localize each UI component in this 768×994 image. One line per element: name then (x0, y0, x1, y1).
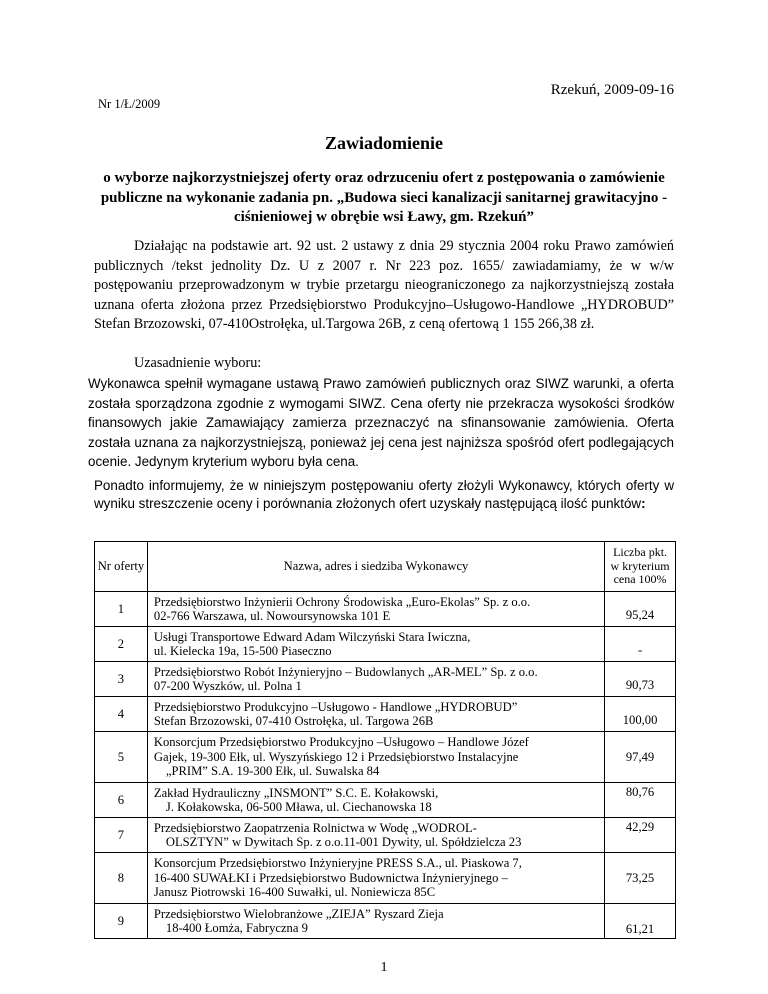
contractor-line: Gajek, 19-300 Ełk, ul. Wyszyńskiego 12 i Przedsiębiorstwo Instalacyjne (153, 749, 519, 764)
contractor-line: „PRIM” S.A. 19-300 Ełk, ul. Suwalska 84 (165, 764, 380, 779)
document-title: Zawiadomienie (324, 133, 443, 153)
contractor-line: Usługi Transportowe Edward Adam Wilczyński Stara Iwiczna, (153, 629, 471, 644)
offer-number: 5 (95, 732, 148, 783)
paragraph-offers-intro (94, 477, 674, 513)
contractor-cell (147, 627, 604, 662)
page-number: 1 (380, 960, 388, 975)
table-row (95, 818, 676, 853)
offers-table (94, 541, 676, 939)
table-row (95, 783, 676, 818)
offer-points: 97,49 (605, 732, 676, 783)
offer-number: 7 (95, 818, 148, 853)
header-contractor-name: Nazwa, adres i siedziba Wykonawcy (147, 542, 604, 592)
contractor-line: Przedsiębiorstwo Robót Inżynieryjno – Budowlanych „AR-MEL” Sp. z o.o. (153, 664, 538, 679)
header-points-line1: Liczba pkt. (613, 545, 668, 560)
offer-points: 61,21 (605, 904, 676, 939)
contractor-line: Konsorcjum Przedsiębiorstwo Produkcyjno –Usługowo – Handlowe Józef (153, 735, 529, 750)
contractor-line: 16-400 SUWAŁKI i Przedsiębiorstwo Budownictwa Inżynieryjnego – (153, 870, 508, 885)
contractor-line: Zakład Hydrauliczny „INSMONT” S.C. E. Kołakowski, (153, 785, 439, 800)
table-row (95, 732, 676, 783)
contractor-line: 02-766 Warszawa, ul. Nowoursynowska 101 E (153, 609, 391, 623)
paragraph-decision: Działając na podstawie art. 92 ust. 2 ustawy z dnia 29 stycznia 2004 roku Prawo zamówień publicznych /tekst jednolity Dz. U z 2007 r. Nr 223 poz. 1655/ zawiadamiamy, że w w/w postępowaniu przeprowadzonym w trybie przetargu nieograniczonego za najkorzystniejszą została uznana oferta złożona przez Przedsiębiorstwo Produkcyjno–Usługowo-Handlowe „HYDROBUD” Stefan Brzozowski, 07-410Ostrołęka, ul.Targowa 26B, z ceną ofertową 1 155 266,38 zł. (94, 238, 674, 332)
offer-points: 80,76 (605, 783, 676, 818)
contractor-line: 18-400 Łomża, Fabryczna 9 (165, 921, 308, 935)
offer-number: 6 (95, 783, 148, 818)
contractor-line: Przedsiębiorstwo Zaopatrzenia Rolnictwa w Wodę „WODROL- (153, 820, 477, 835)
offer-points: 95,24 (605, 592, 676, 627)
offer-number: 3 (95, 662, 148, 697)
contractor-line: Przedsiębiorstwo Wielobranżowe „ZIEJA” Ryszard Zieja (153, 906, 444, 921)
table-row (95, 697, 676, 732)
offer-number: 2 (95, 627, 148, 662)
reference-number: Nr 1/Ł/2009 (98, 97, 161, 111)
header-points (605, 542, 676, 592)
contractor-line: ul. Kielecka 19a, 15-500 Piaseczno (153, 644, 332, 658)
contractor-line: Stefan Brzozowski, 07-410 Ostrołęka, ul. Targowa 26B (153, 714, 434, 728)
offer-number: 8 (95, 853, 148, 904)
contractor-cell (147, 662, 604, 697)
offer-number: 4 (95, 697, 148, 732)
document-date: Rzekuń, 2009-09-16 (550, 82, 674, 98)
contractor-cell (147, 697, 604, 732)
header-points-line2: w kryterium (610, 558, 670, 573)
offer-number: 9 (95, 904, 148, 939)
offer-number: 1 (95, 592, 148, 627)
offer-points: 100,00 (605, 697, 676, 732)
offer-points: 90,73 (605, 662, 676, 697)
header-points-line3: cena 100% (613, 572, 667, 587)
table-row (95, 662, 676, 697)
contractor-line: 07-200 Wyszków, ul. Polna 1 (153, 679, 302, 693)
document-subject: o wyborze najkorzystniejszej oferty oraz odrzuceniu ofert z postępowania o zamówienie publiczne na wykonanie zadania pn. „Budowa sieci kanalizacji sanitarnej grawitacyjno - ciśnieniowej w obrębie wsi Ławy, gm. Rzekuń” (100, 170, 668, 225)
contractor-line: Przedsiębiorstwo Produkcyjno –Usługowo - Handlowe „HYDROBUD” (153, 699, 518, 714)
contractor-cell (147, 783, 604, 818)
contractor-cell (147, 853, 604, 904)
paragraph-justification: Wykonawca spełnił wymagane ustawą Prawo zamówień publicznych oraz SIWZ warunki, a oferta została sporządzona zgodnie z wymogami SIWZ. Cena oferty nie przekracza wysokości środków finansowych jakie Zamawiający zamierza przeznaczyć na sfinansowanie zamówienia. Oferta została uznana za najkorzystniejszą, ponieważ jej cena jest najniższa spośród ofert podlegających ocenie. Jedynym kryterium wyboru była cena. (88, 376, 674, 469)
offers-intro-text: Ponadto informujemy, że w niniejszym postępowaniu oferty złożyli Wykonawcy, których oferty w wyniku streszczenie oceny i porównania złożonych ofert uzyskały następującą ilość punktów (94, 478, 674, 511)
offer-points: 73,25 (605, 853, 676, 904)
table-row (95, 592, 676, 627)
justification-heading: Uzasadnienie wyboru: (134, 355, 262, 371)
contractor-line: Konsorcjum Przedsiębiorstwo Inżynieryjne PRESS S.A., ul. Piaskowa 7, (153, 856, 522, 871)
contractor-cell (147, 904, 604, 939)
offer-points: 42,29 (605, 818, 676, 853)
table-row (95, 627, 676, 662)
table-row (95, 904, 676, 939)
header-offer-number: Nr oferty (95, 542, 148, 592)
contractor-cell (147, 592, 604, 627)
contractor-cell (147, 732, 604, 783)
table-row (95, 853, 676, 904)
contractor-cell (147, 818, 604, 853)
offers-table-header (95, 542, 676, 592)
offer-points: - (605, 627, 676, 662)
contractor-line: J. Kołakowska, 06-500 Mława, ul. Ciechanowska 18 (165, 800, 432, 814)
contractor-line: OLSZTYN” w Dywitach Sp. z o.o.11-001 Dywity, ul. Spółdzielcza 23 (165, 835, 522, 849)
contractor-line: Przedsiębiorstwo Inżynierii Ochrony Środowiska „Euro-Ekolas” Sp. z o.o. (153, 594, 531, 609)
contractor-line: Janusz Piotrowski 16-400 Suwałki, ul. Noniewicza 85C (153, 885, 436, 900)
offers-intro-colon: : (641, 496, 646, 511)
